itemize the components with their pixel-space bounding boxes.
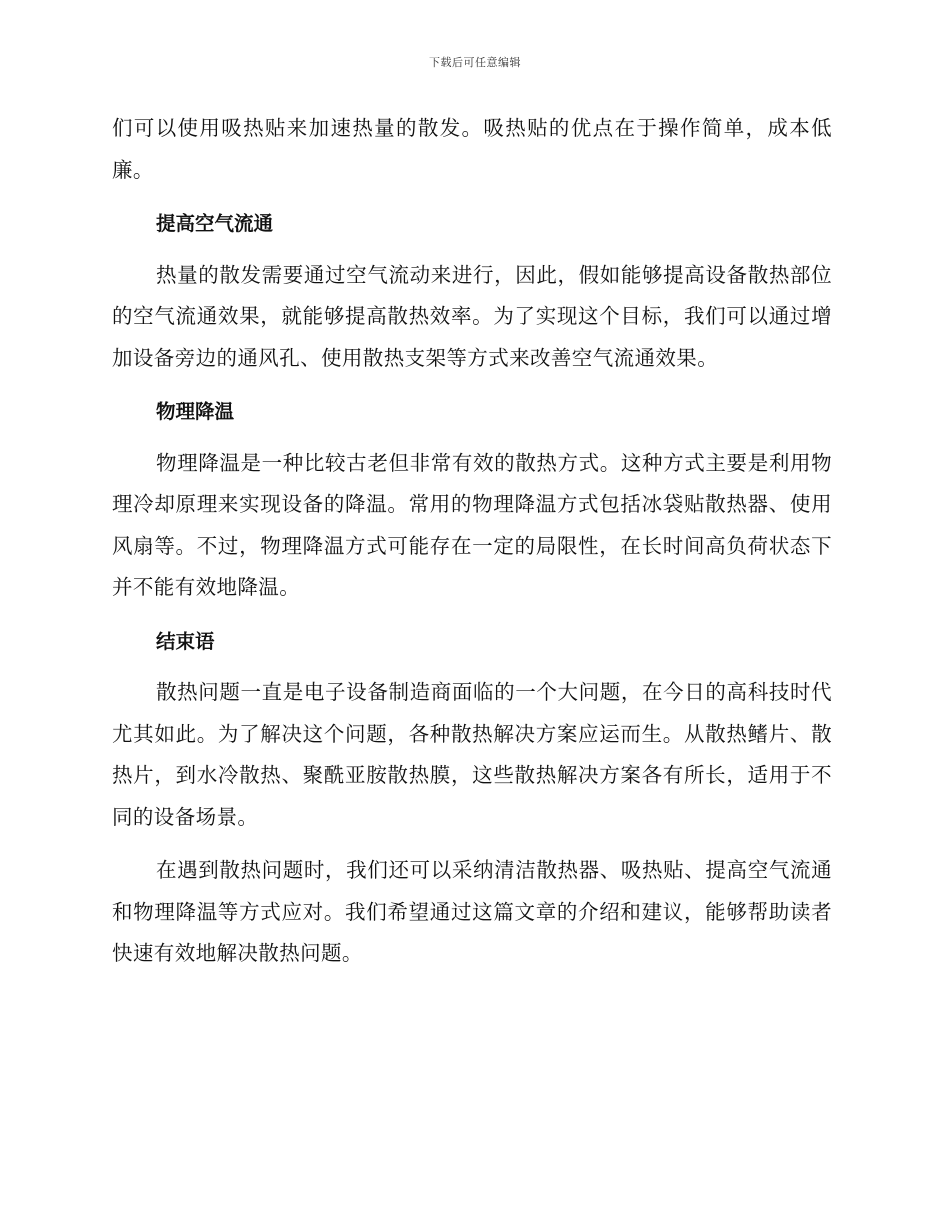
- paragraph-conclusion-2: 在遇到散热问题时，我们还可以采纳清洁散热器、吸热贴、提高空气流通和物理降温等方式应对。我们希望通过这篇文章的介绍和建议，能够帮助读者快速有效地解决散热问题。: [112, 858, 832, 965]
- section-heading-conclusion: 结束语: [156, 629, 215, 653]
- continued-paragraph: 们可以使用吸热贴来加速热量的散发。吸热贴的优点在于操作简单，成本低廉。: [112, 116, 832, 182]
- paragraph-conclusion-1: 散热问题一直是电子设备制造商面临的一个大问题，在今日的高科技时代尤其如此。为了解决这个问题，各种散热解决方案应运而生。从散热鳍片、散热片，到水冷散热、聚酰亚胺散热膜，这些散热解决方案各有所长，适用于不同的设备场景。: [112, 680, 832, 829]
- section-heading-air-flow: 提高空气流通: [156, 212, 274, 235]
- paragraph-air-flow: 热量的散发需要通过空气流动来进行，因此，假如能够提高设备散热部位的空气流通效果，就能够提高散热效率。为了实现这个目标，我们可以通过增加设备旁边的通风孔、使用散热支架等方式来改善空气流通效果。: [112, 262, 832, 370]
- page-header: 下载后可任意编辑: [429, 56, 521, 69]
- paragraph-physical-cooling: 物理降温是一种比较古老但非常有效的散热方式。这种方式主要是利用物理冷却原理来实现设备的降温。常用的物理降温方式包括冰袋贴散热器、使用风扇等。不过，物理降温方式可能存在一定的局限性，在长时间高负荷状态下并不能有效地降温。: [112, 450, 832, 599]
- document-body: [112, 108, 832, 975]
- section-heading-physical-cooling: 物理降温: [156, 400, 235, 423]
